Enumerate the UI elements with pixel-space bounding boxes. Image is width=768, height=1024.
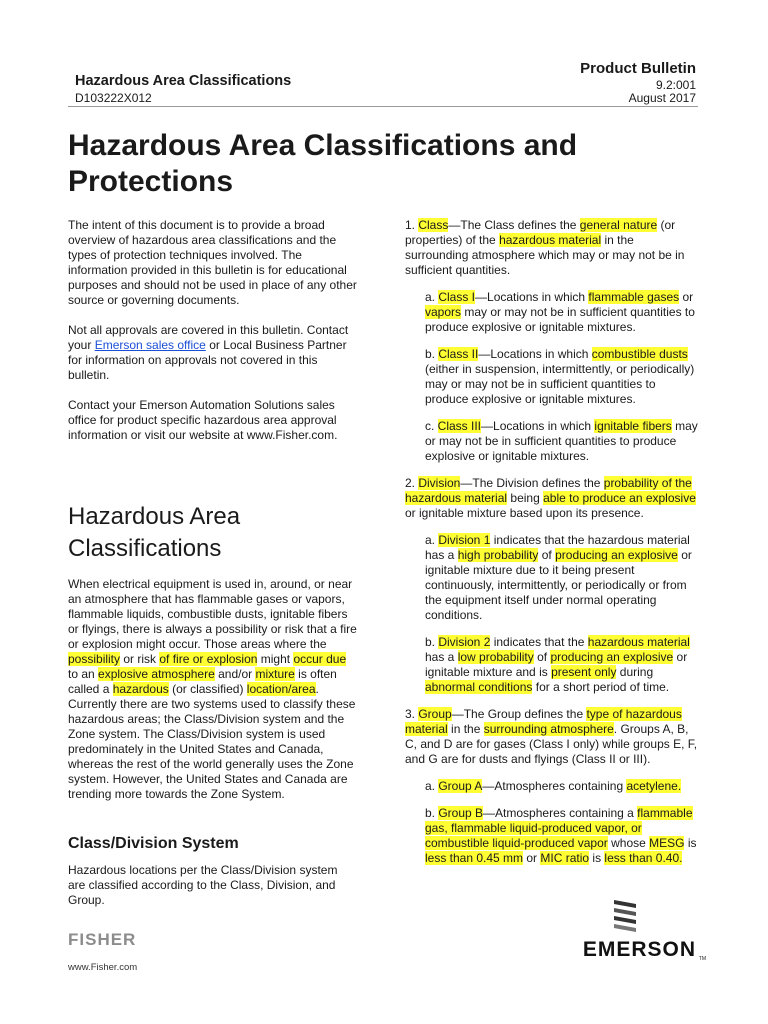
right-column [405, 218, 698, 866]
group-b-item: b. Group B—Atmospheres containing a flammable gas, flammable liquid-produced vapor, or combustible liquid-produced vapor whose MESG is less than 0.45 mm or MIC ratio is less than 0.40. [425, 806, 697, 865]
division-2-item: b. Division 2 indicates that the hazardous material has a low probability of producing an explosive or ignitable mixture and is present only during abnormal conditions for a short period of time. [425, 635, 690, 694]
emerson-logo: EMERSON [582, 938, 696, 961]
subsection-heading: Class/Division System [68, 835, 239, 852]
page-title: Hazardous Area Classifications and Protections [68, 129, 578, 198]
group-a-item: a. Group A—Atmospheres containing acetylene. [425, 779, 682, 793]
trademark-mark: TM [698, 956, 706, 962]
class-2-item: b. Class II—Locations in which combustible dusts (either in suspension, intermittently, or periodically) may or may not be in sufficient quantities to produce explosive or ignitable mixtures. [425, 347, 695, 406]
section-body: When electrical equipment is used in, around, or near an atmosphere that has flammable gases or vapors, flammable liquids, combustible dusts, ignitable fibers or flyings, there is always a possibility or risk that a fire or explosion might occur. Those areas where the possibility or risk of fire or explosion might occur due to an explosive atmosphere and/or mixture is often called a hazardous (or classified) location/area. Currently there are two systems used to classify these hazardous areas; the Class/Division system and the Zone system. The Class/Division system is used predominately in the United States and Canada, whereas the rest of the world generally uses the Zone system. However, the United States and Canada are trending more towards the Zone System. [68, 577, 357, 801]
emerson-sales-office-link[interactable]: Emerson sales office [94, 338, 206, 352]
class-item: 1. Class—The Class defines the general nature (or properties) of the hazardous material in the surrounding atmosphere which may or may not be in sufficient quantities. [405, 218, 685, 277]
header-rule [68, 106, 698, 107]
class-3-item: c. Class III—Locations in which ignitable fibers may or may not be in sufficient quantities to produce explosive or ignitable mixtures. [425, 419, 698, 463]
group-item: 3. Group—The Group defines the type of hazardous material in the surrounding atmosphere. Groups A, B, C, and D are for gases (Class I only) while groups E, F, and G are for dusts and flyings (Class II or III). [405, 707, 698, 766]
left-column [68, 218, 358, 908]
class-1-item: a. Class I—Locations in which flammable gases or vapors may or may not be in sufficient quantities to produce explosive or ignitable mixtures. [425, 290, 695, 334]
bulletin-label: Product Bulletin [580, 60, 696, 77]
bulletin-date: August 2017 [628, 91, 696, 105]
intro-contact-paragraph: Contact your Emerson Automation Solutions sales office for product specific hazardous area approval information or visit our website at www.Fisher.com. [68, 398, 338, 442]
division-item: 2. Division—The Division defines the probability of the hazardous material being able to produce an explosive or ignitable mixture based upon its presence. [405, 476, 696, 520]
intro-paragraph: The intent of this document is to provide a broad overview of hazardous area classifications and the types of protection techniques involved. The information provided in this bulletin is for educational purposes and should not be used in place of any other source or governing documents. [68, 218, 357, 307]
fisher-logo: FISHER [68, 930, 137, 949]
website-link[interactable]: www.Fisher.com [68, 962, 138, 973]
division-1-item: a. Division 1 indicates that the hazardous material has a high probability of producing an explosive or ignitable mixture due to it being present continuously, intermittently, or periodically or from the equipment itself under normal operating conditions. [425, 533, 692, 622]
subsection-body: Hazardous locations per the Class/Division system are classified according to the Class, Division, and Group. [68, 863, 338, 907]
intro-approvals-paragraph: Not all approvals are covered in this bulletin. Contact your Emerson sales office or Local Business Partner for information on approvals not covered in this bulletin. [68, 323, 349, 382]
bulletin-number: 9.2:001 [655, 78, 696, 92]
header-doc-code: D103222X012 [75, 91, 152, 105]
emerson-emblem-icon [610, 896, 640, 936]
section-heading: Hazardous Area Classifications [68, 503, 241, 562]
header-doc-title: Hazardous Area Classifications [75, 73, 292, 89]
